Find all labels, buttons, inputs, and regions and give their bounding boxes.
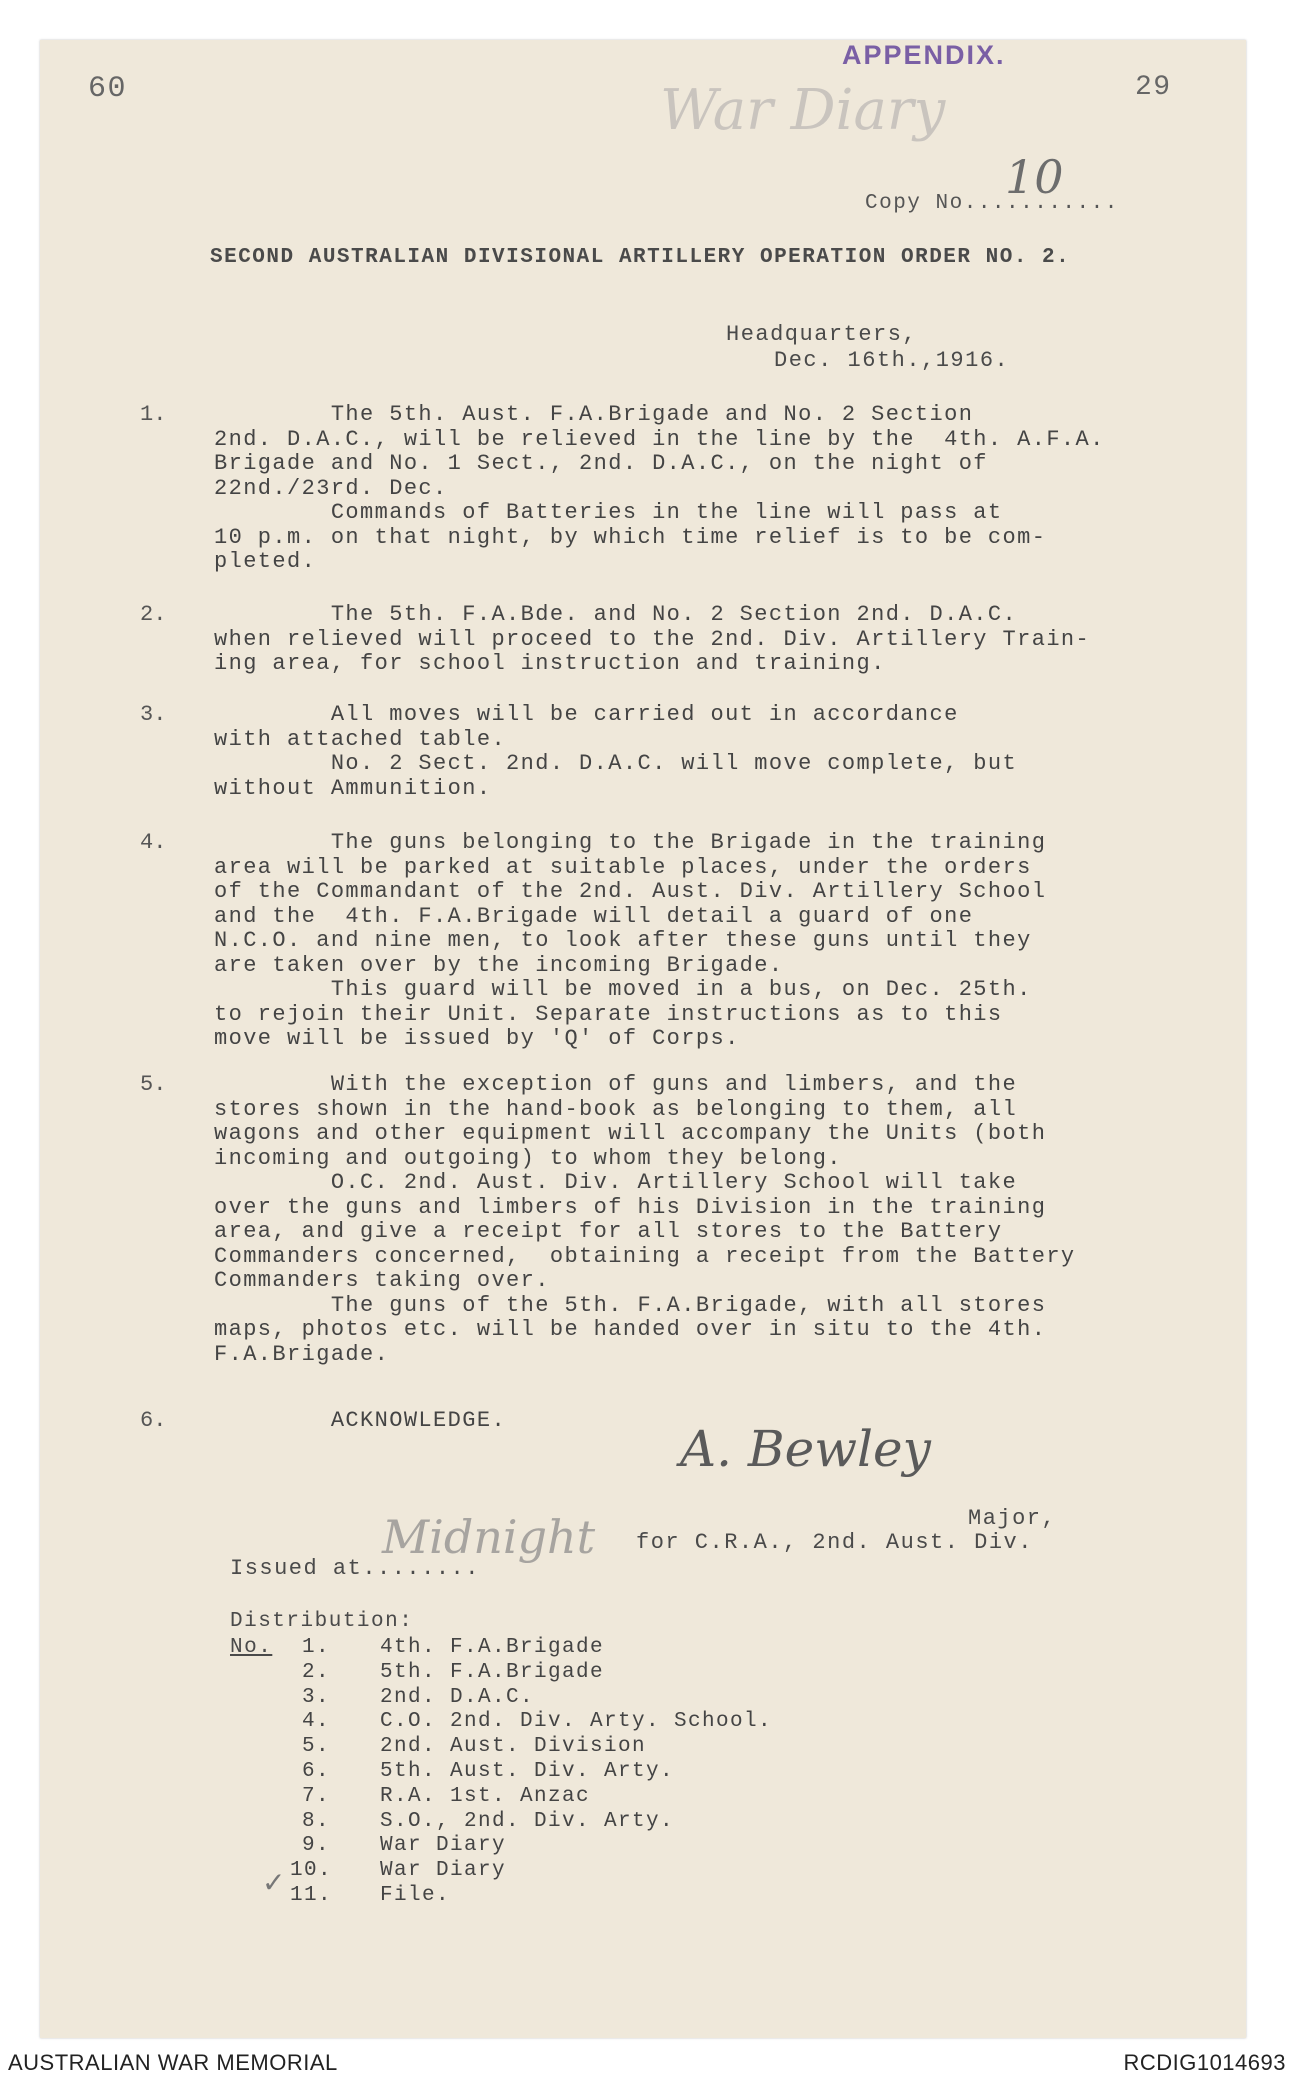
paragraph-line: O.C. 2nd. Aust. Div. Artillery School will take <box>214 1170 1018 1195</box>
paragraph-line: without Ammunition. <box>214 775 492 801</box>
paragraph-number: 6. <box>140 1408 167 1433</box>
paragraph-number: 4. <box>140 830 167 855</box>
issued-at-label: Issued at........ <box>230 1556 480 1581</box>
distribution-heading: Distribution: <box>230 1610 414 1633</box>
footer-record-id: RCDIG1014693 <box>1123 2050 1286 2075</box>
paragraph-line: The guns belonging to the Brigade in the training <box>214 830 1047 855</box>
page-number-right: 29 <box>1135 72 1172 103</box>
document-page <box>40 40 1246 2038</box>
paragraph-line: This guard will be moved in a bus, on Dec. 25th. <box>214 977 1032 1002</box>
distribution-number: 9. <box>302 1834 331 1858</box>
distribution-recipient: R.A. 1st. Anzac <box>380 1784 591 1808</box>
paragraph-line: stores shown in the hand-book as belonging to them, all <box>214 1096 1018 1122</box>
distribution-recipient: 4th. F.A.Brigade <box>380 1636 605 1659</box>
distribution-no-label: No. <box>230 1636 273 1659</box>
paragraph-line: to rejoin their Unit. Separate instructions as to this <box>214 1001 1003 1027</box>
paragraph-line: Commands of Batteries in the line will pass at <box>214 500 1003 525</box>
paragraph-line: ing area, for school instruction and training. <box>214 651 886 676</box>
issued-time-handwritten: Midnight <box>382 1510 596 1564</box>
paragraph-line: 22nd./23rd. Dec. <box>214 475 448 501</box>
paragraph-line: when relieved will proceed to the 2nd. Div. Artillery Train- <box>214 626 1091 652</box>
distribution-number: 4. <box>302 1710 331 1734</box>
paragraph-line: wagons and other equipment will accompany the Units (both <box>214 1121 1047 1146</box>
paragraph-line: 10 p.m. on that night, by which time relief is to be com- <box>214 524 1047 550</box>
distribution-recipient: 5th. F.A.Brigade <box>380 1660 605 1684</box>
paragraph-line: All moves will be carried out in accordance <box>214 702 959 727</box>
distribution-number: 11. <box>290 1884 333 1907</box>
paragraph-line: and the 4th. F.A.Brigade will detail a guard of one <box>214 903 974 929</box>
page-number-left: 60 <box>88 72 128 106</box>
paragraph-line: incoming and outgoing) to whom they belong. <box>214 1145 842 1171</box>
distribution-number: 7. <box>302 1784 331 1808</box>
paragraph-number: 3. <box>140 702 167 727</box>
distribution-number: 10. <box>290 1859 333 1883</box>
paragraph-line: N.C.O. and nine men, to look after these guns until they <box>214 928 1032 953</box>
paragraph-line: are taken over by the incoming Brigade. <box>214 952 784 978</box>
distribution-number: 8. <box>302 1809 331 1833</box>
copy-number-handwritten: 10 <box>1005 150 1064 204</box>
distribution-number: 1. <box>302 1636 331 1659</box>
paragraph-line: No. 2 Sect. 2nd. D.A.C. will move complete, but <box>214 751 1018 776</box>
check-mark: ✓ <box>262 1866 286 1899</box>
distribution-recipient: 5th. Aust. Div. Arty. <box>380 1760 675 1783</box>
paragraph-line: with attached table. <box>214 726 507 752</box>
paragraph-line: over the guns and limbers of his Division in the training <box>214 1194 1047 1220</box>
paragraph-line: The guns of the 5th. F.A.Brigade, with all stores <box>214 1292 1047 1318</box>
signature: A. Bewley <box>680 1420 931 1478</box>
distribution-recipient: War Diary <box>380 1859 507 1883</box>
distribution-number: 2. <box>302 1660 331 1684</box>
distribution-recipient: 2nd. D.A.C. <box>380 1685 535 1709</box>
paragraph-line: of the Commandant of the 2nd. Aust. Div. Artillery School <box>214 879 1047 904</box>
paragraph-line: area, and give a receipt for all stores to the Battery <box>214 1219 1003 1244</box>
paragraph-line: With the exception of guns and limbers, and the <box>214 1072 1018 1097</box>
signature-for-line: for C.R.A., 2nd. Aust. Div. <box>636 1530 1033 1555</box>
paragraph-line: maps, photos etc. will be handed over in situ to the 4th. <box>214 1317 1047 1342</box>
paragraph-line: Commanders taking over. <box>214 1268 550 1293</box>
paragraph-number: 2. <box>140 602 167 627</box>
paragraph-line: The 5th. F.A.Bde. and No. 2 Section 2nd. D.A.C. <box>214 602 1018 627</box>
order-title: SECOND AUSTRALIAN DIVISIONAL ARTILLERY OPERATION ORDER NO. 2. <box>210 246 1071 269</box>
distribution-recipient: S.O., 2nd. Div. Arty. <box>380 1809 675 1833</box>
paragraph-line: pleted. <box>214 549 317 574</box>
distribution-recipient: C.O. 2nd. Div. Arty. School. <box>380 1710 773 1734</box>
paragraph-number: 5. <box>140 1072 167 1097</box>
distribution-recipient: War Diary <box>380 1834 507 1858</box>
hq-line: Headquarters, <box>726 322 918 347</box>
paragraph-line: The 5th. Aust. F.A.Brigade and No. 2 Section <box>214 402 974 427</box>
distribution-recipient: File. <box>380 1884 451 1907</box>
appendix-stamp: APPENDIX. <box>842 40 1006 70</box>
paragraph-line: area will be parked at suitable places, under the orders <box>214 854 1032 880</box>
paragraph-line: move will be issued by 'Q' of Corps. <box>214 1026 740 1051</box>
paragraph-line: Brigade and No. 1 Sect., 2nd. D.A.C., on the night of <box>214 451 988 476</box>
paragraph-line: ACKNOWLEDGE. <box>214 1408 507 1433</box>
paragraph-line: F.A.Brigade. <box>214 1341 390 1367</box>
paragraph-line: 2nd. D.A.C., will be relieved in the line by the 4th. A.F.A. <box>214 426 1105 452</box>
copy-number-label: Copy No........... <box>865 192 1119 215</box>
distribution-number: 3. <box>302 1685 331 1709</box>
signature-rank: Major, <box>968 1506 1057 1531</box>
date-line: Dec. 16th.,1916. <box>774 348 1010 373</box>
paragraph-number: 1. <box>140 402 167 427</box>
distribution-number: 5. <box>302 1735 331 1759</box>
war-diary-annotation: War Diary <box>660 78 946 143</box>
paragraph-line: Commanders concerned, obtaining a receipt from the Battery <box>214 1243 1076 1269</box>
footer-institution: AUSTRALIAN WAR MEMORIAL <box>8 2050 338 2075</box>
distribution-recipient: 2nd. Aust. Division <box>380 1735 647 1759</box>
distribution-number: 6. <box>302 1760 331 1783</box>
